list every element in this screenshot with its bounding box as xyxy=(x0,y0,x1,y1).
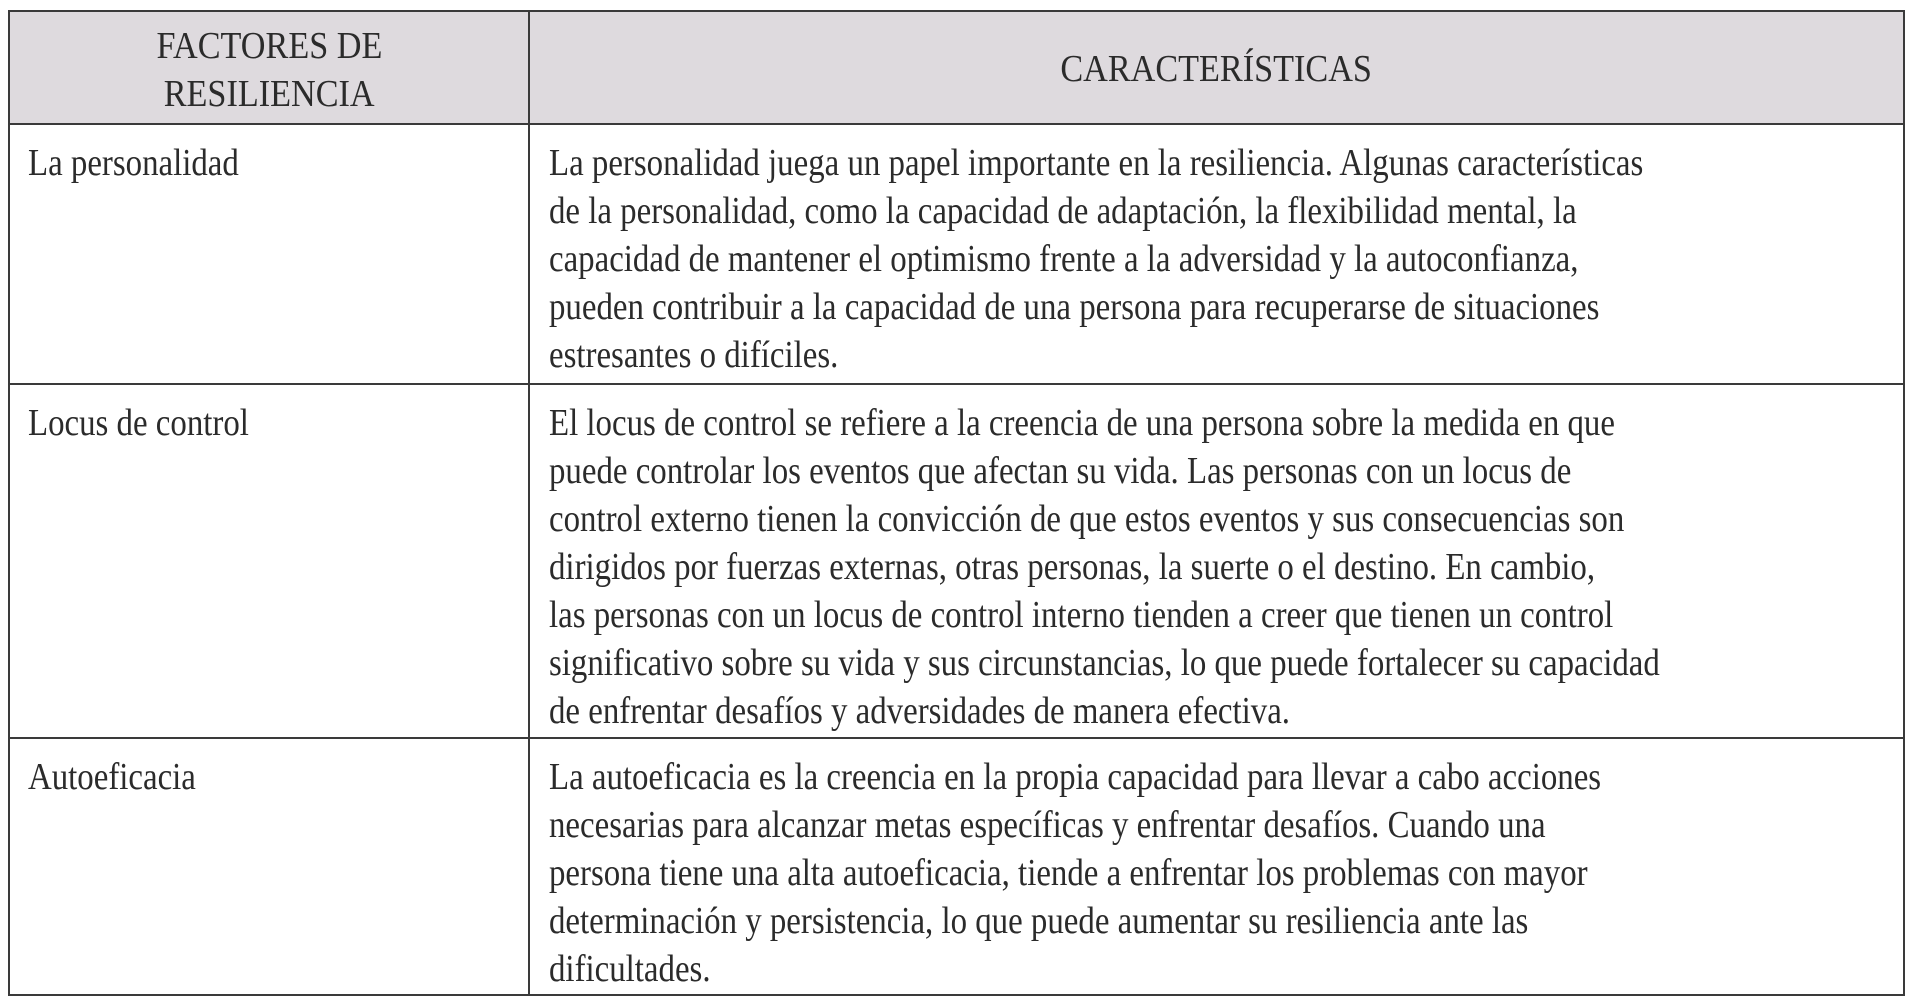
header-factors-line-2: RESILIENCIA xyxy=(163,73,375,115)
text-line: dirigidos por fuerzas externas, otras personas, la suerte o el destino. En cambio, xyxy=(549,546,1596,588)
text-line: de la personalidad, como la capacidad de adaptación, la flexibilidad mental, la xyxy=(549,190,1577,232)
text-line: persona tiene una alta autoeficacia, tiende a enfrentar los problemas con mayor xyxy=(549,852,1588,894)
table-row xyxy=(10,125,1903,385)
table-header-row xyxy=(10,12,1903,125)
text-line: La autoeficacia es la creencia en la propia capacidad para llevar a cabo acciones xyxy=(549,756,1602,798)
characteristics-cell xyxy=(530,125,1903,383)
table-row xyxy=(10,739,1903,996)
text-line: determinación y persistencia, lo que puede aumentar su resiliencia ante las xyxy=(549,900,1529,942)
text-line: necesarias para alcanzar metas específicas y enfrentar desafíos. Cuando una xyxy=(549,804,1546,846)
text-line: dificultades. xyxy=(549,948,711,990)
factor-cell xyxy=(10,125,528,383)
text-line: de enfrentar desafíos y adversidades de manera efectiva. xyxy=(549,690,1291,732)
factor-cell xyxy=(10,385,528,737)
text-line: control externo tienen la convicción de que estos eventos y sus consecuencias son xyxy=(549,498,1625,540)
text-line: estresantes o difíciles. xyxy=(549,334,839,376)
header-cell-factors xyxy=(10,12,528,123)
characteristics-cell xyxy=(530,739,1903,996)
table-row xyxy=(10,385,1903,739)
text-line: capacidad de mantener el optimismo frente a la adversidad y la autoconfianza, xyxy=(549,238,1579,280)
characteristics-text xyxy=(549,753,1765,993)
text-line: significativo sobre su vida y sus circunstancias, lo que puede fortalecer su capacidad xyxy=(549,642,1660,684)
resilience-factors-table xyxy=(8,10,1905,996)
header-factors-label xyxy=(10,22,528,118)
factor-name: Locus de control xyxy=(28,402,249,444)
characteristics-text xyxy=(549,139,1814,379)
factor-name: Autoeficacia xyxy=(28,756,196,798)
text-line: pueden contribuir a la capacidad de una persona para recuperarse de situaciones xyxy=(549,286,1600,328)
header-characteristics-label: CARACTERÍSTICAS xyxy=(1060,48,1373,90)
text-line: La personalidad juega un papel importante en la resiliencia. Algunas características xyxy=(549,142,1644,184)
text-line: El locus de control se refiere a la creencia de una persona sobre la medida en que xyxy=(549,402,1615,444)
header-factors-line-1: FACTORES DE xyxy=(156,25,382,67)
factor-cell xyxy=(10,739,528,996)
characteristics-text xyxy=(549,399,1833,735)
header-cell-characteristics xyxy=(530,12,1903,123)
text-line: las personas con un locus de control interno tienden a creer que tienen un control xyxy=(549,594,1614,636)
text-line: puede controlar los eventos que afectan su vida. Las personas con un locus de xyxy=(549,450,1572,492)
characteristics-cell xyxy=(530,385,1903,737)
factor-name: La personalidad xyxy=(28,142,239,184)
